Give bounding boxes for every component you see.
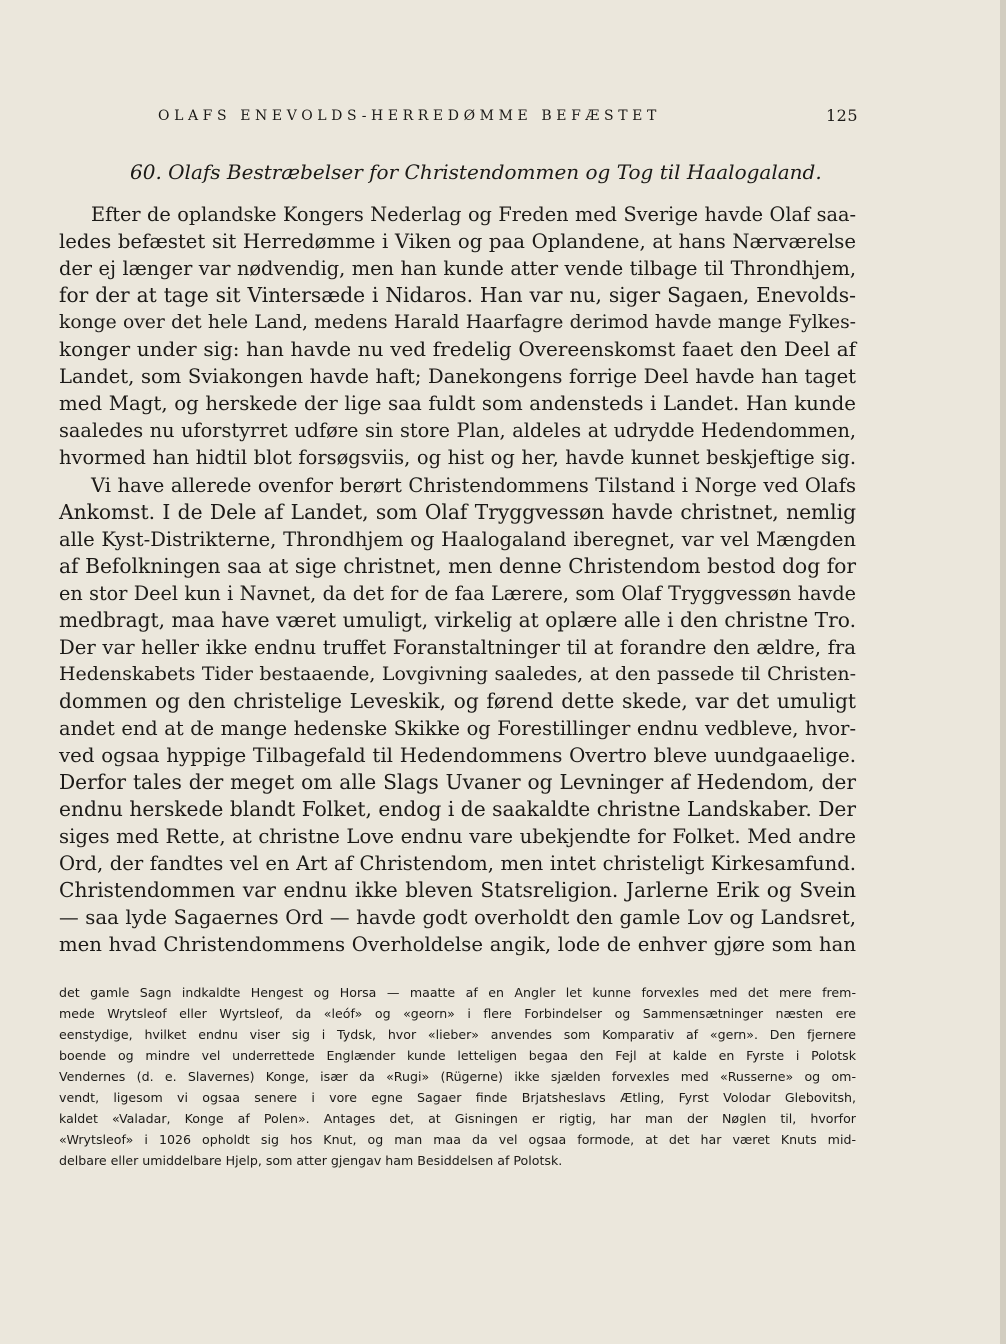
- body-line: hvormed han hidtil blot forsøgsviis, og hist og her, havde kunnet beskjeftige sig.: [59, 446, 856, 469]
- body-line: Vi have allerede ovenfor berørt Christendommens Tilstand i Norge ved Olafs: [91, 474, 856, 497]
- body-line: endnu herskede blandt Folket, endog i de saakaldte christne Landskaber. Der: [59, 797, 856, 821]
- body-line: Ord, der fandtes vel en Art af Christendom, men intet christeligt Kirkesamfund.: [59, 852, 856, 875]
- body-line: siges med Rette, at christne Love endnu vare ubekjendte for Folket. Med andre: [59, 825, 856, 848]
- page-edge: [1000, 0, 1006, 1344]
- body-line: Derfor tales der meget om alle Slags Uvaner og Levninger af Hedendom, der: [59, 770, 856, 794]
- body-line: af Befolkningen saa at sige christnet, men denne Christendom bestod dog for: [59, 554, 856, 578]
- footnote-line: eenstydige, hvilket endnu viser sig i Tydsk, hvor «lieber» anvendes som Komparativ af «gern». Den fjernere: [59, 1027, 856, 1042]
- body-line: med Magt, og herskede der lige saa fuldt som andensteds i Landet. Han kunde: [59, 392, 856, 415]
- body-line: Christendommen var endnu ikke bleven Statsreligion. Jarlerne Erik og Svein: [59, 878, 856, 902]
- footnote-line: «Wrytsleof» i 1026 opholdt sig hos Knut, og man maa da vel ogsaa formode, at det har været Knuts mid-: [59, 1132, 856, 1147]
- footnote-line: kaldet «Valadar, Konge af Polen». Antages det, at Gisningen er rigtig, har man der Nøglen til, hvorfor: [59, 1111, 856, 1126]
- footnote-line: mede Wrytsleof eller Wyrtsleof, da «leóf» og «georn» i flere Forbindelser og Sammensætninger næsten ere: [59, 1006, 856, 1021]
- body-line: Efter de oplandske Kongers Nederlag og Freden med Sverige havde Olaf saa-: [91, 203, 856, 226]
- body-line: men hvad Christendommens Overholdelse angik, lode de enhver gjøre som han: [59, 933, 856, 956]
- chapter-title: 60. Olafs Bestræbelser for Christendommen og Tog til Haalogaland.: [130, 160, 822, 184]
- body-line: for der at tage sit Vintersæde i Nidaros. Han var nu, siger Sagaen, Enevolds-: [59, 283, 856, 307]
- footnote-line: delbare eller umiddelbare Hjelp, som atter gjengav ham Besiddelsen af Polotsk.: [59, 1153, 563, 1168]
- body-line: alle Kyst-Distrikterne, Throndhjem og Haalogaland iberegnet, var vel Mængden: [59, 528, 856, 551]
- body-line: Ankomst. I de Dele af Landet, som Olaf Tryggvessøn havde christnet, nemlig: [59, 500, 856, 524]
- footnote-line: Vendernes (d. e. Slavernes) Konge, især da «Rugi» (Rügerne) ikke sjælden forvexles med «Russerne» og om-: [59, 1069, 856, 1084]
- body-line: Hedenskabets Tider bestaaende, Lovgivning saaledes, at den passede til Christen-: [59, 663, 856, 685]
- body-line: medbragt, maa have været umuligt, virkelig at oplære alle i den christne Tro.: [59, 608, 856, 632]
- page-number: 125: [826, 106, 859, 125]
- footnote-line: boende og mindre vel underrettede Englænder kunde letteligen begaa den Fejl at kalde en Fyrste i Polotsk: [59, 1048, 856, 1063]
- body-line: Der var heller ikke endnu truffet Foranstaltninger til at forandre den ældre, fra: [59, 636, 856, 659]
- body-line: konger under sig: han havde nu ved fredelig Overeenskomst faaet den Deel af: [59, 337, 856, 361]
- footnote-line: det gamle Sagn indkaldte Hengest og Horsa — maatte af en Angler let kunne forvexles med det mere frem-: [59, 985, 856, 1000]
- running-head: OLAFS ENEVOLDS-HERREDØMME BEFÆSTET: [158, 108, 661, 124]
- body-line: konge over det hele Land, medens Harald Haarfagre derimod havde mange Fylkes-: [59, 312, 856, 333]
- body-line: Landet, som Sviakongen havde haft; Danekongens forrige Deel havde han taget: [59, 365, 856, 388]
- body-line: ledes befæstet sit Herredømme i Viken og paa Oplandene, at hans Nærværelse: [59, 230, 856, 253]
- body-line: — saa lyde Sagaernes Ord — havde godt overholdt den gamle Lov og Landsret,: [59, 906, 856, 929]
- body-line: en stor Deel kun i Navnet, da det for de faa Lærere, som Olaf Tryggvessøn havde: [59, 582, 856, 605]
- body-line: ved ogsaa hyppige Tilbagefald til Hedendommens Overtro bleve uundgaaelige.: [59, 744, 856, 767]
- body-line: dommen og den christelige Leveskik, og førend dette skede, var det umuligt: [59, 689, 856, 713]
- body-line: saaledes nu uforstyrret udføre sin store Plan, aldeles at udrydde Hedendommen,: [59, 419, 856, 442]
- footnote-line: vendt, ligesom vi ogsaa senere i vore egne Sagaer finde Brjatsheslavs Ætling, Fyrst Volodar Glebovitsh,: [59, 1090, 856, 1105]
- body-line: andet end at de mange hedenske Skikke og Forestillinger endnu vedbleve, hvor-: [59, 717, 856, 740]
- body-line: der ej længer var nødvendig, men han kunde atter vende tilbage til Throndhjem,: [59, 257, 856, 280]
